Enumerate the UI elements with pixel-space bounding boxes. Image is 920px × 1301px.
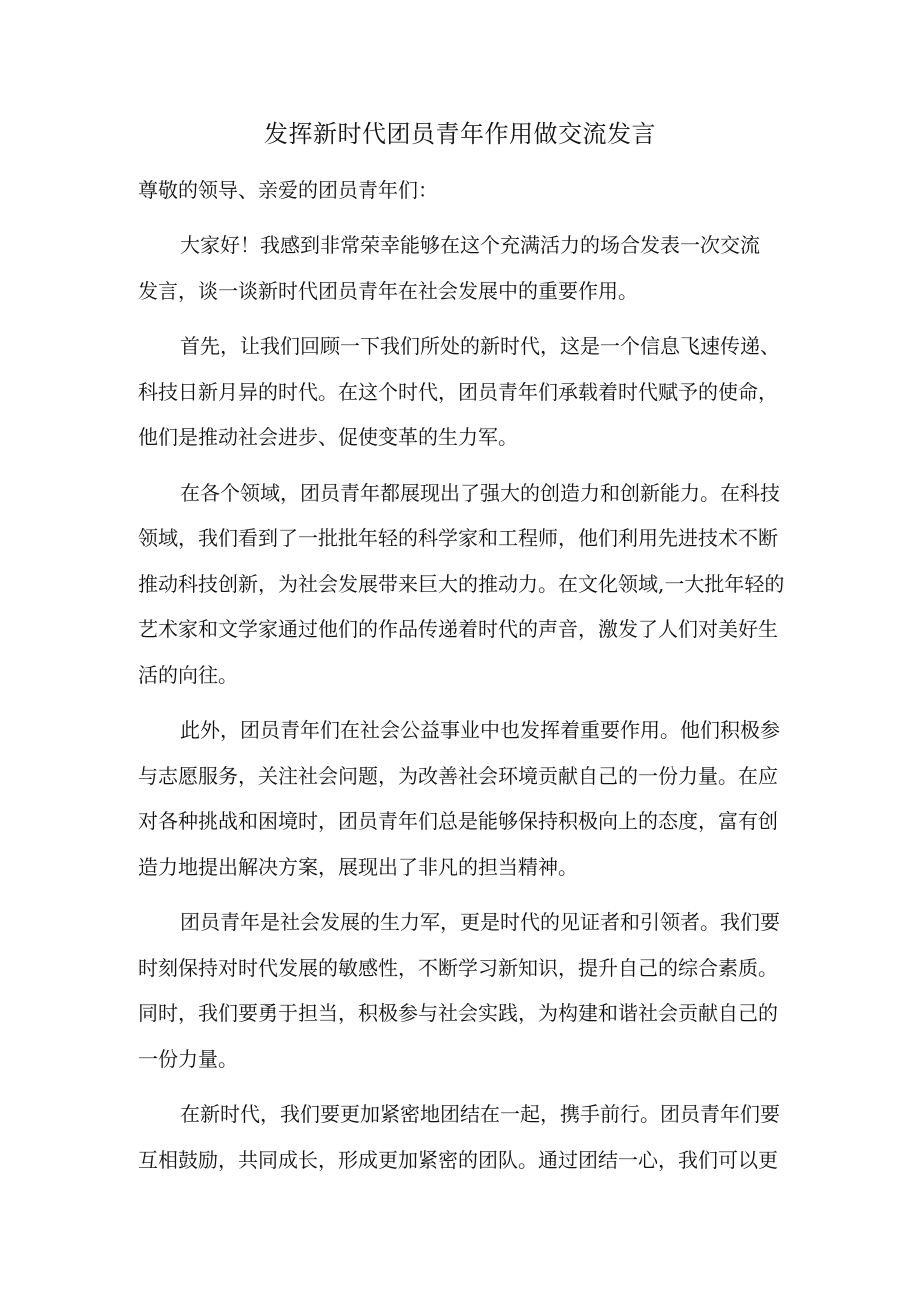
paragraph-line: 一份力量。 [138,1046,238,1071]
paragraph-line: 发言，谈一谈新时代团员青年在社会发展中的重要作用。 [138,278,638,303]
paragraph-line: 科技日新月异的时代。在这个时代，团员青年们承载着时代赋予的使命， [138,379,778,404]
paragraph-4 [138,708,788,890]
paragraph-line: 时刻保持对时代发展的敏感性，不断学习新知识，提升自己的综合素质。 [138,955,778,980]
paragraph-1 [138,223,788,314]
paragraph-line: 同时，我们要勇于担当，积极参与社会实践，为构建和谐社会贡献自己的 [138,1001,778,1025]
paragraph-line: 推动科技创新，为社会发展带来巨大的推动力。在文化领域,一大批年轻的 [138,571,785,596]
paragraph-line: 在新时代，我们要更加紧密地团结在一起，携手前行。团员青年们要 [180,1102,780,1126]
paragraph-6 [138,1092,788,1183]
paragraph-2 [138,324,788,461]
paragraph-line: 领域，我们看到了一批批年轻的科学家和工程师，他们利用先进技术不断 [138,526,778,550]
document-body [138,168,788,1183]
paragraph-line: 首先，让我们回顾一下我们所处的新时代，这是一个信息飞速传递、 [180,334,780,358]
paragraph-line: 互相鼓励，共同成长，形成更加紧密的团队。通过团结一心，我们可以更 [138,1147,778,1172]
paragraph-line: 他们是推动社会进步、促使变革的生力军。 [138,425,518,449]
paragraph-line: 艺术家和文学家通过他们的作品传递着时代的声音，激发了人们对美好生 [138,617,778,641]
paragraph-line: 造力地提出解决方案，展现出了非凡的担当精神。 [138,854,578,879]
salutation: 尊敬的领导、亲爱的团员青年们： [138,178,438,202]
paragraph-5 [138,900,788,1082]
paragraph-line: 团员青年是社会发展的生力军，更是时代的见证者和引领者。我们要 [180,910,780,934]
paragraph-3 [138,471,788,699]
paragraph-line: 此外，团员青年们在社会公益事业中也发挥着重要作用。他们积极参 [180,718,780,742]
document-title: 发挥新时代团员青年作用做交流发言 [264,120,656,148]
paragraph-line: 对各种挑战和困境时，团员青年们总是能够保持积极向上的态度，富有创 [138,809,778,833]
paragraph-line: 在各个领域，团员青年都展现出了强大的创造力和创新能力。在科技 [180,480,780,505]
paragraph-line: 与志愿服务，关注社会问题，为改善社会环境贡献自己的一份力量。在应 [138,763,778,788]
paragraph-line: 活的向往。 [138,662,238,687]
paragraph-line: 大家好！我感到非常荣幸能够在这个充满活力的场合发表一次交流 [180,233,760,257]
